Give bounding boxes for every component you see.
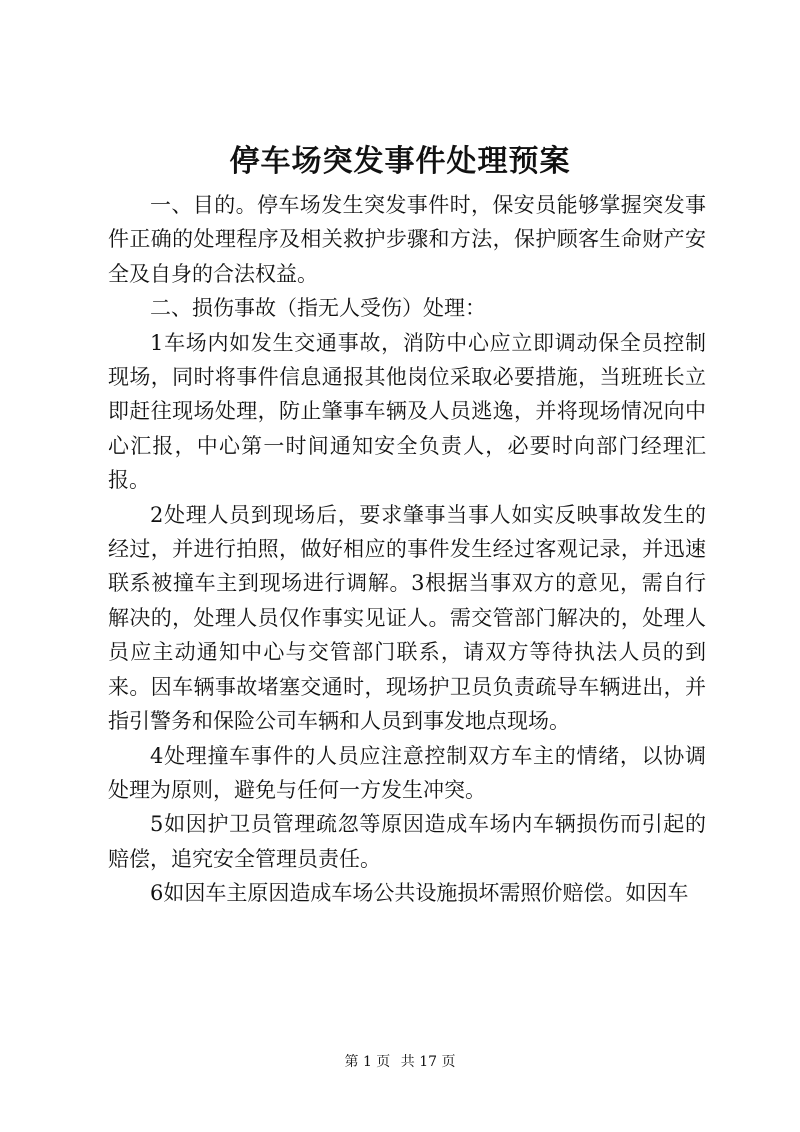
paragraph-item-4: 4处理撞车事件的人员应注意控制双方车主的情绪，以协调处理为原则，避免与任何一方发生冲突。	[108, 743, 706, 802]
paragraph-item-6: 6如因车主原因造成车场公共设施损坏需照价赔偿。如因车	[150, 881, 689, 906]
page-footer	[0, 1052, 800, 1072]
paragraph-item-1: 1车场内如发生交通事故，消防中心应立即调动保全员控制现场，同时将事件信息通报其他岗位采取必要措施，当班班长立即赶往现场处理，防止肇事车辆及人员逃逸，并将现场情况向中心汇报，中心第一时间通知安全负责人，必要时向部门经理汇报。	[108, 330, 706, 493]
paragraph-purpose: 一、目的。停车场发生突发事件时，保安员能够掌握突发事件正确的处理程序及相关救护步骤和方法，保护顾客生命财产安全及自身的合法权益。	[108, 193, 706, 286]
document-title: 停车场突发事件处理预案	[229, 144, 571, 179]
document-body	[108, 188, 706, 911]
paragraph-item-5: 5如因护卫员管理疏忽等原因造成车场内车辆损伤而引起的赔偿，追究安全管理员责任。	[108, 812, 706, 871]
paragraph-item-2-3: 2处理人员到现场后，要求肇事当事人如实反映事故发生的经过，并进行拍照，做好相应的事件发生经过客观记录，并迅速联系被撞车主到现场进行调解。3根据当事双方的意见，需自行解决的，处理人员仅作事实见证人。需交管部门解决的，处理人员应主动通知中心与交管部门联系，请双方等待执法人员的到来。因车辆事故堵塞交通时，现场护卫员负责疏导车辆进出，并指引警务和保险公司车辆和人员到事发地点现场。	[108, 502, 706, 734]
paragraph-section-heading: 二、损伤事故（指无人受伤）处理：	[150, 296, 486, 321]
page-total: 共 17 页	[400, 1054, 456, 1070]
page-number: 第 1 页	[344, 1054, 391, 1070]
